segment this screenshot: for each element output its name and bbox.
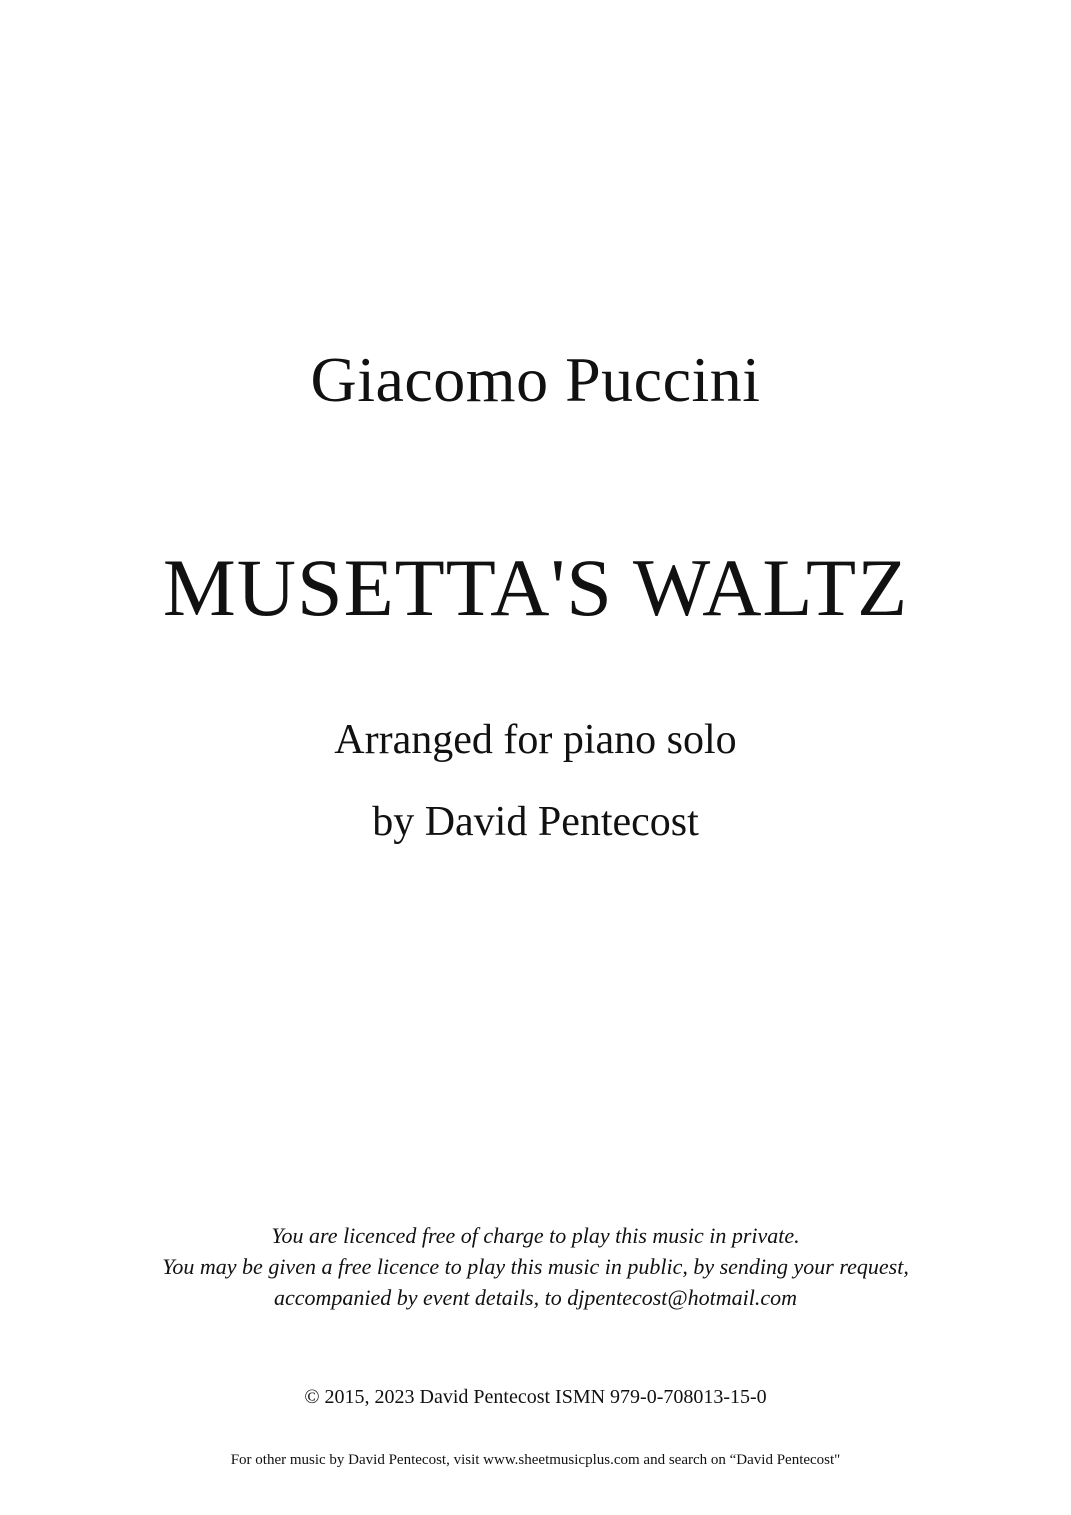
licence-notice-line-2: You may be given a free licence to play this music in public, by sending your request,: [162, 1254, 909, 1279]
composer-name: Giacomo Puccini: [310, 344, 761, 415]
arrangement-line: Arranged for piano solo: [334, 717, 737, 763]
copyright-line: © 2015, 2023 David Pentecost ISMN 979-0-708013-15-0: [304, 1386, 767, 1408]
piece-title: MUSETTA'S WALTZ: [162, 542, 909, 633]
footer-note: For other music by David Pentecost, visit www.sheetmusicplus.com and search on “David Pentecost": [230, 1452, 841, 1468]
licence-notice-line-3: accompanied by event details, to djpentecost@hotmail.com: [273, 1285, 798, 1310]
licence-notice-line-1: You are licenced free of charge to play this music in private.: [271, 1223, 800, 1248]
arranger-name: by David Pentecost: [372, 799, 699, 845]
